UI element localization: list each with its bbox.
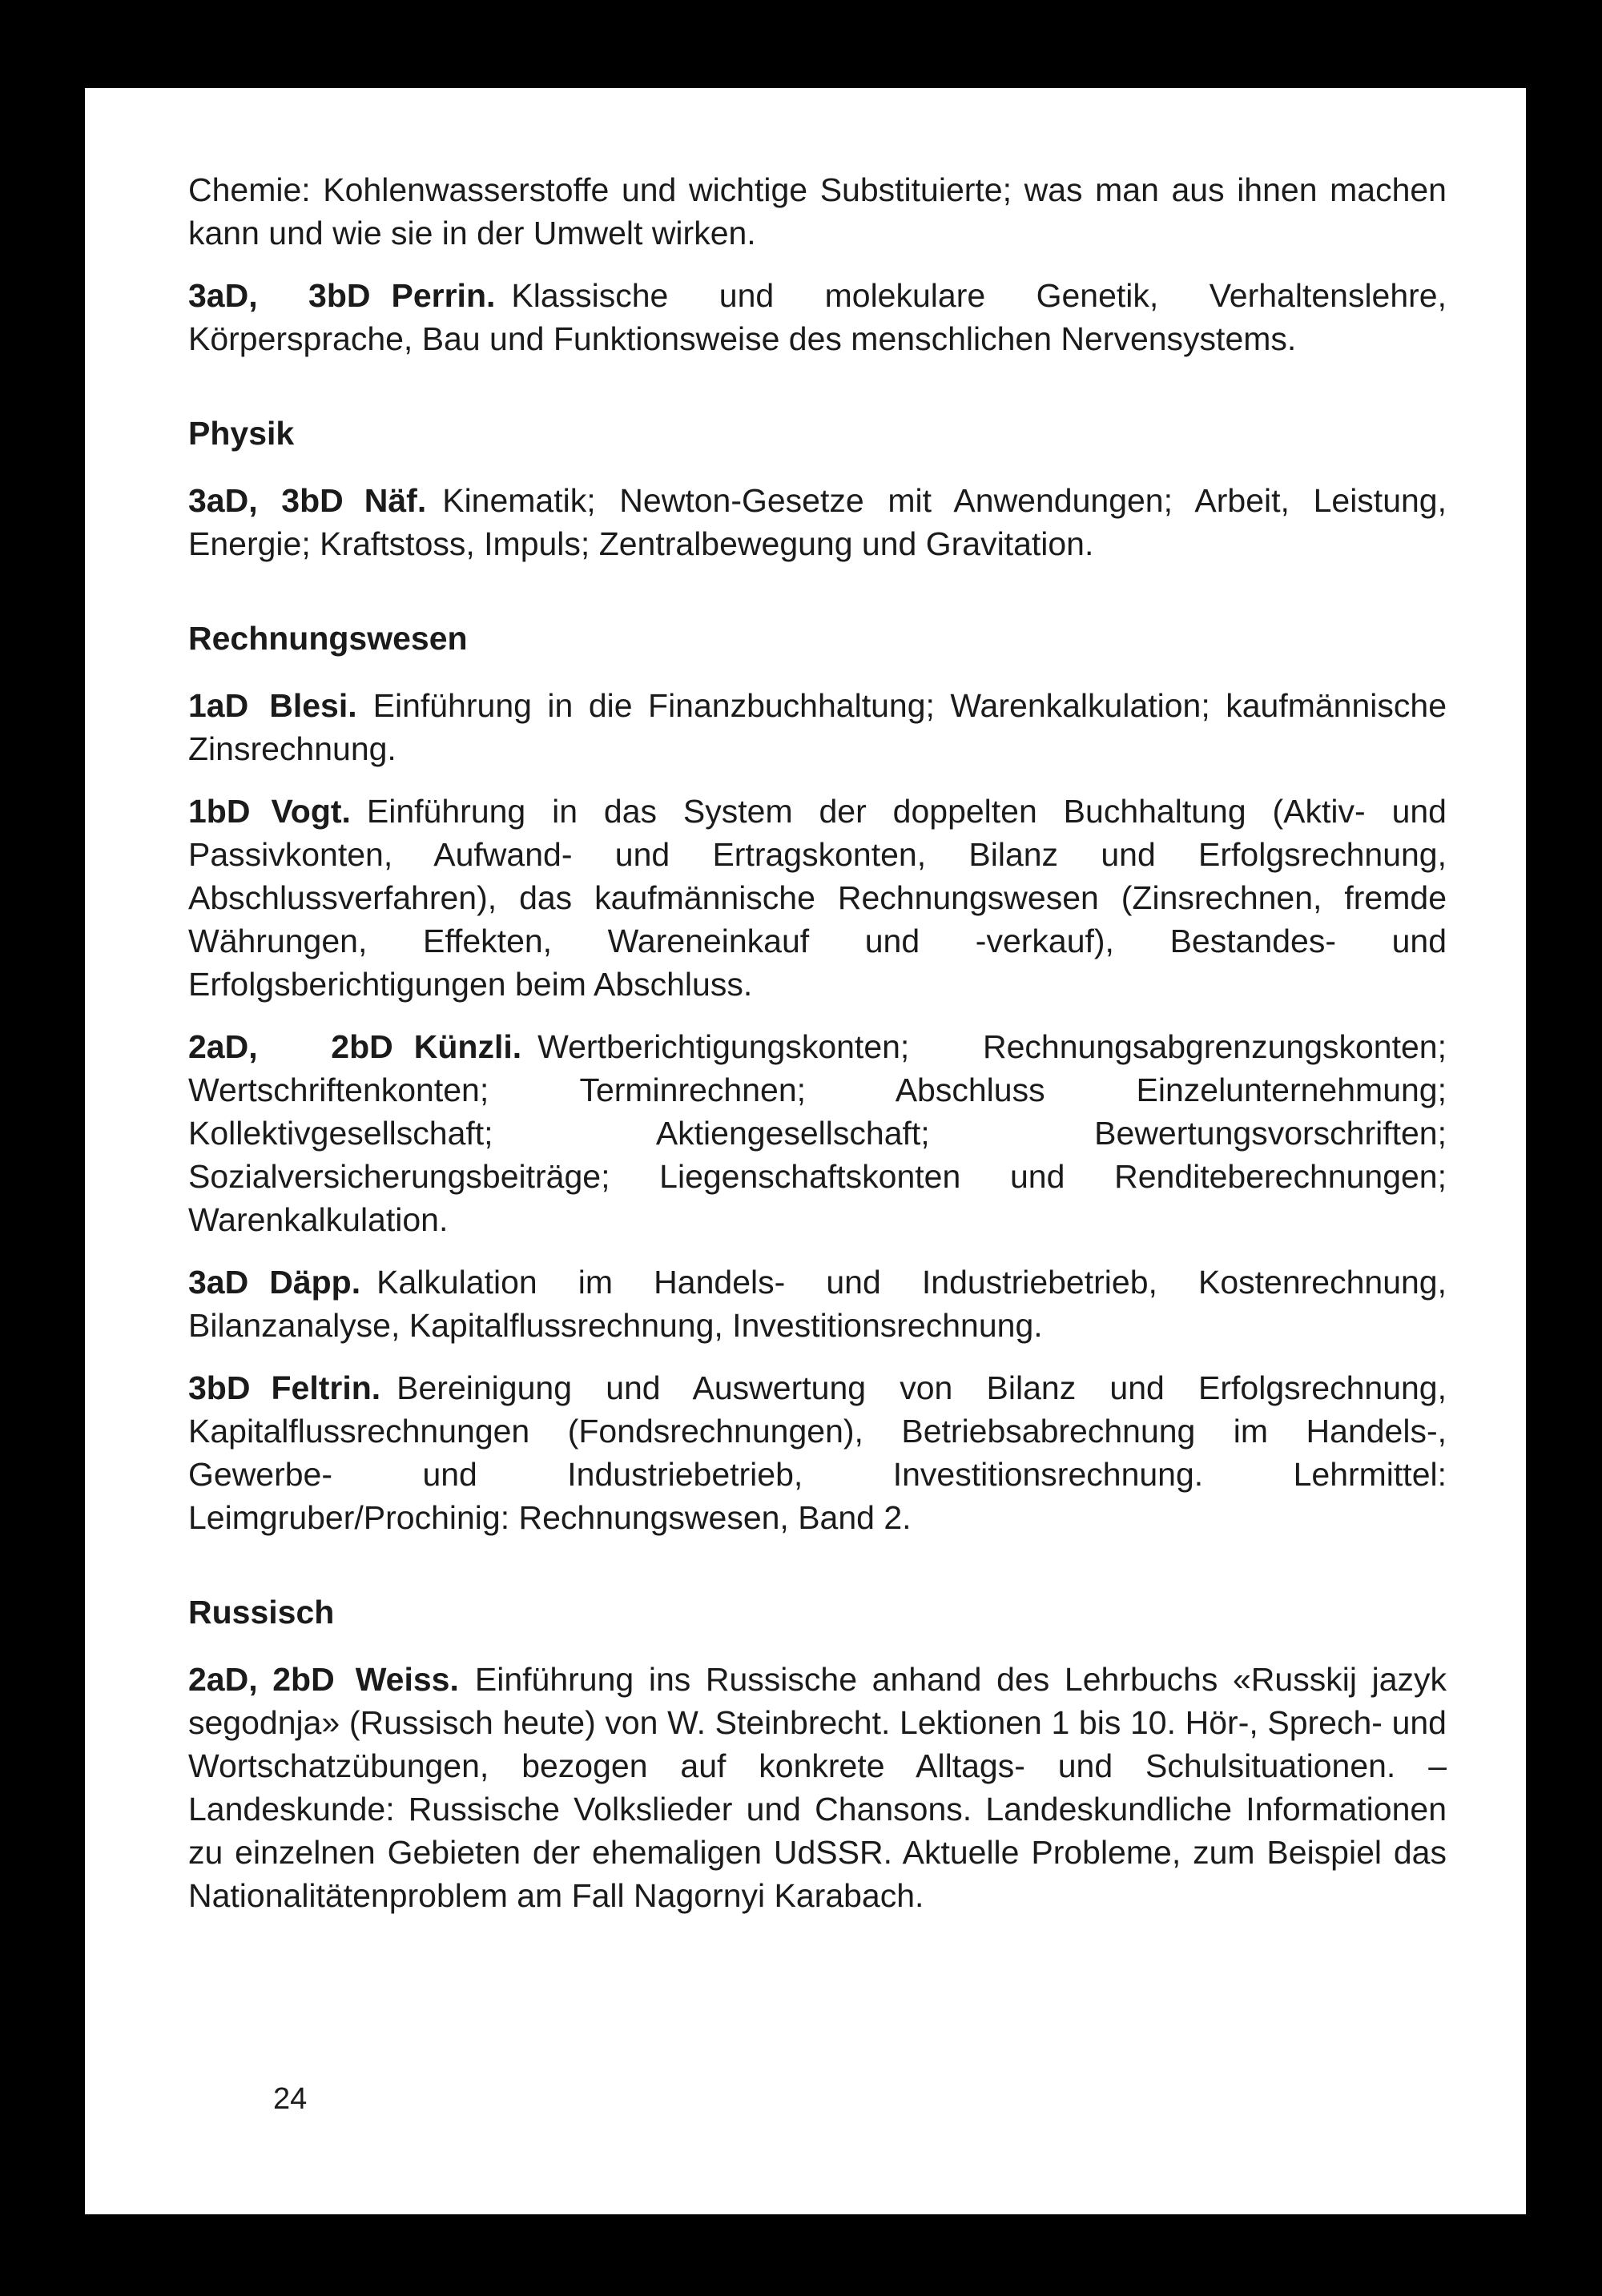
course-classes: 3aD xyxy=(188,1264,249,1301)
course-description: Klassische und molekulare Genetik, Verhaltenslehre, Körpersprache, Bau und Funktionsweise des menschlichen Nervensystems. xyxy=(188,277,1447,357)
course-description: Einführung ins Russische anhand des Lehrbuchs «Russkij jazyk segodnja» (Russisch heute) von W. Steinbrecht. Lektionen 1 bis 10. Hör-, Sprech- und Wortschatzübungen, bezogen auf konkrete Alltags- und Schulsituationen. – Landeskunde: Russische Volkslieder und Chansons. Landeskundliche Informationen zu einzelnen Gebieten der ehemaligen UdSSR. Aktuelle Probleme, zum Beispiel das Nationalitätenproblem am Fall Nagornyi Karabach. xyxy=(188,1661,1447,1914)
course-entry-rechnungswesen-2ad-2bd xyxy=(188,1025,1447,1241)
section-heading-physik: Physik xyxy=(188,415,295,452)
course-entry-rechnungswesen-3bd xyxy=(188,1366,1447,1539)
course-description: Wertberichtigungskonten; Rechnungsabgrenzungskonten; Wertschriftenkonten; Terminrechnen; Abschluss Einzelunternehmung; Kollektivgesellschaft; Aktiengesellschaft; Bewertungsvorschriften; Sozialversicherungsbeiträge; Liegenschaftskonten und Renditeberechnungen; Warenkalkulation. xyxy=(188,1028,1447,1238)
chemie-intro: Chemie: Kohlenwasserstoffe und wichtige Substituierte; was man aus ihnen machen kann und wie sie in der Umwelt wirken. xyxy=(188,171,1447,251)
course-description: Kalkulation im Handels- und Industriebetrieb, Kostenrechnung, Bilanzanalyse, Kapitalflussrechnung, Investitionsrechnung. xyxy=(188,1264,1447,1344)
course-classes: 3aD, 3bD xyxy=(188,482,344,519)
course-classes: 1bD xyxy=(188,793,251,830)
course-teacher: Künzli. xyxy=(413,1028,522,1065)
section-heading-rechnungswesen: Rechnungswesen xyxy=(188,620,468,657)
course-description: Einführung in die Finanzbuchhaltung; Warenkalkulation; kaufmännische Zinsrechnung. xyxy=(188,687,1447,767)
section-heading-russisch: Russisch xyxy=(188,1594,335,1631)
course-description: Bereinigung und Auswertung von Bilanz und Erfolgsrechnung, Kapitalflussrechnungen (Fondsrechnungen), Betriebsabrechnung im Handels-, Gewerbe- und Industriebetrieb, Investitionsrechnung. Lehrmittel: Leimgruber/Prochinig: Rechnungswesen, Band 2. xyxy=(188,1369,1447,1536)
course-teacher: Feltrin. xyxy=(271,1369,381,1406)
page-number: 24 xyxy=(273,2082,308,2116)
course-entry-rechnungswesen-3ad xyxy=(188,1261,1447,1347)
course-entry-rechnungswesen-1bd xyxy=(188,790,1447,1006)
course-teacher: Blesi. xyxy=(269,687,357,724)
course-classes: 2aD, 2bD xyxy=(188,1028,393,1065)
course-classes: 3aD, 3bD xyxy=(188,277,371,314)
course-teacher: Däpp. xyxy=(269,1264,361,1301)
course-teacher: Vogt. xyxy=(271,793,351,830)
course-entry-physik xyxy=(188,479,1447,565)
course-entry-russisch xyxy=(188,1658,1447,1917)
course-description: Einführung in das System der doppelten Buchhaltung (Aktiv- und Passivkonten, Aufwand- und Ertragskonten, Bilanz und Erfolgsrechnung, Abschlussverfahren), das kaufmännische Rechnungswesen (Zinsrechnen, fremde Währungen, Effekten, Wareneinkauf und -verkauf), Bestandes- und Erfolgsberichtigungen beim Abschluss. xyxy=(188,793,1447,1003)
course-teacher: Weiss. xyxy=(355,1661,459,1698)
course-entry-chemie-biologie xyxy=(188,274,1447,360)
course-entry-rechnungswesen-1ad xyxy=(188,684,1447,770)
page-content xyxy=(188,168,1447,1936)
course-description: Kinematik; Newton-Gesetze mit Anwendungen; Arbeit, Leistung, Energie; Kraftstoss, Impuls; Zentralbewegung und Gravitation. xyxy=(188,482,1447,562)
course-teacher: Näf. xyxy=(364,482,427,519)
course-teacher: Perrin. xyxy=(391,277,496,314)
course-classes: 2aD, 2bD xyxy=(188,1661,335,1698)
course-classes: 3bD xyxy=(188,1369,251,1406)
course-classes: 1aD xyxy=(188,687,249,724)
